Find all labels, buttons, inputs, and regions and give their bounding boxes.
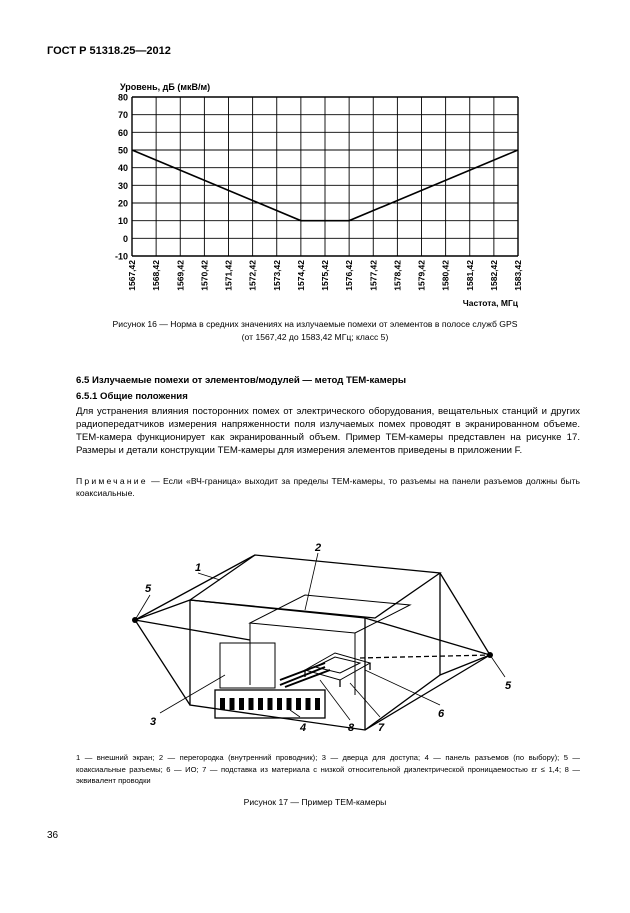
y-tick-label: 20 [117, 198, 128, 209]
y-tick-label: 60 [117, 127, 128, 138]
connector-port [249, 698, 254, 710]
body-paragraph: Для устранения влияния посторонних помех от электрического оборудования, вещательных станций и других радиопередатчиков измерения напряженности поля излучаемых помех проводят в экранированном объеме. ТЕМ-камера функционирует как экранированный объем. Пример ТЕМ-камеры представлен на рисунке 17. Размеры и детали конструкции ТЕМ-камеры для измерения элементов приведены в приложении F. [76, 406, 580, 456]
figure-16-caption-line2: (от 1567,42 до 1583,42 МГц; класс 5) [241, 332, 389, 342]
y-axis-label: Уровень, дБ (мкВ/м) [120, 82, 211, 92]
x-tick-label: 1576,42 [344, 260, 355, 291]
figure-17-legend: 1 — внешний экран; 2 — перегородка (внутренний проводник); 3 — дверца для доступа; 4 — панель разъемов (по выбору); 5 — коаксиальные разъемы; 6 — ИО; 7 — подставка из материала с низкой относительной диэлектрической проницаемостью εr ≤ 1,4; 8 — эквивалент проводки [76, 753, 580, 785]
x-tick-label: 1570,42 [199, 260, 210, 291]
gps-emission-limit-chart [90, 80, 530, 310]
tem-cell-diagram [120, 535, 520, 740]
y-tick-label: -10 [114, 251, 128, 262]
connector-port [230, 698, 235, 710]
x-axis-label: Частота, МГц [462, 298, 518, 308]
y-tick-label: 40 [117, 163, 128, 174]
x-tick-label: 1578,42 [392, 260, 403, 291]
connector-port [315, 698, 320, 710]
connector-port [296, 698, 301, 710]
x-tick-label: 1577,42 [368, 260, 379, 291]
connector-port [306, 698, 311, 710]
x-tick-label: 1583,42 [513, 260, 523, 291]
note-text: — Если «ВЧ-граница» выходит за пределы ТЕМ-камеры, то разъемы на панели разъемов должны быть коаксиальные. [76, 476, 580, 498]
connector-port [220, 698, 225, 710]
diagram-label-5-left: 5 [145, 583, 152, 595]
x-tick-label: 1574,42 [295, 260, 306, 291]
x-tick-label: 1581,42 [464, 260, 475, 291]
diagram-label-5-right: 5 [505, 680, 512, 692]
page-number: 36 [47, 830, 59, 841]
note-label: Примечание [76, 476, 148, 486]
figure-16-caption [30, 318, 600, 344]
y-tick-label: 70 [117, 110, 128, 121]
diagram-label-1: 1 [195, 562, 202, 574]
x-tick-label: 1579,42 [416, 260, 427, 291]
y-tick-label: 0 [122, 233, 128, 244]
connector-port [258, 698, 263, 710]
y-tick-label: 50 [117, 145, 128, 156]
x-tick-label: 1575,42 [320, 260, 330, 291]
document-header: ГОСТ Р 51318.25—2012 [47, 45, 171, 57]
x-tick-label: 1573,42 [271, 260, 282, 291]
diagram-label-8: 8 [348, 722, 355, 734]
diagram-label-3: 3 [150, 716, 157, 728]
diagram-label-6: 6 [438, 708, 445, 720]
diagram-label-7: 7 [378, 722, 385, 734]
x-tick-label: 1567,42 [127, 260, 137, 291]
x-tick-label: 1572,42 [247, 260, 258, 291]
diagram-label-2: 2 [315, 542, 322, 554]
x-tick-label: 1571,42 [223, 260, 234, 291]
connector-port [287, 698, 292, 710]
x-tick-label: 1568,42 [151, 260, 162, 291]
y-tick-label: 30 [117, 180, 128, 191]
subsection-title: 6.5.1 Общие положения [76, 391, 188, 402]
connector-port [239, 698, 244, 710]
x-tick-label: 1569,42 [175, 260, 186, 291]
note [76, 475, 580, 499]
connector-port [268, 698, 273, 710]
section-title: 6.5 Излучаемые помехи от элементов/модулей — метод ТЕМ-камеры [76, 375, 407, 386]
figure-16-caption-line1: Рисунок 16 — Норма в средних значениях на излучаемые помехи от элементов в полосе служб GPS [112, 319, 518, 329]
diagram-label-4: 4 [300, 722, 307, 734]
x-tick-label: 1580,42 [440, 260, 451, 291]
figure-17-caption: Рисунок 17 — Пример ТЕМ-камеры [243, 797, 387, 807]
x-tick-label: 1582,42 [488, 260, 499, 291]
y-tick-label: 10 [117, 216, 128, 227]
y-tick-label: 80 [117, 92, 128, 103]
connector-port [277, 698, 282, 710]
